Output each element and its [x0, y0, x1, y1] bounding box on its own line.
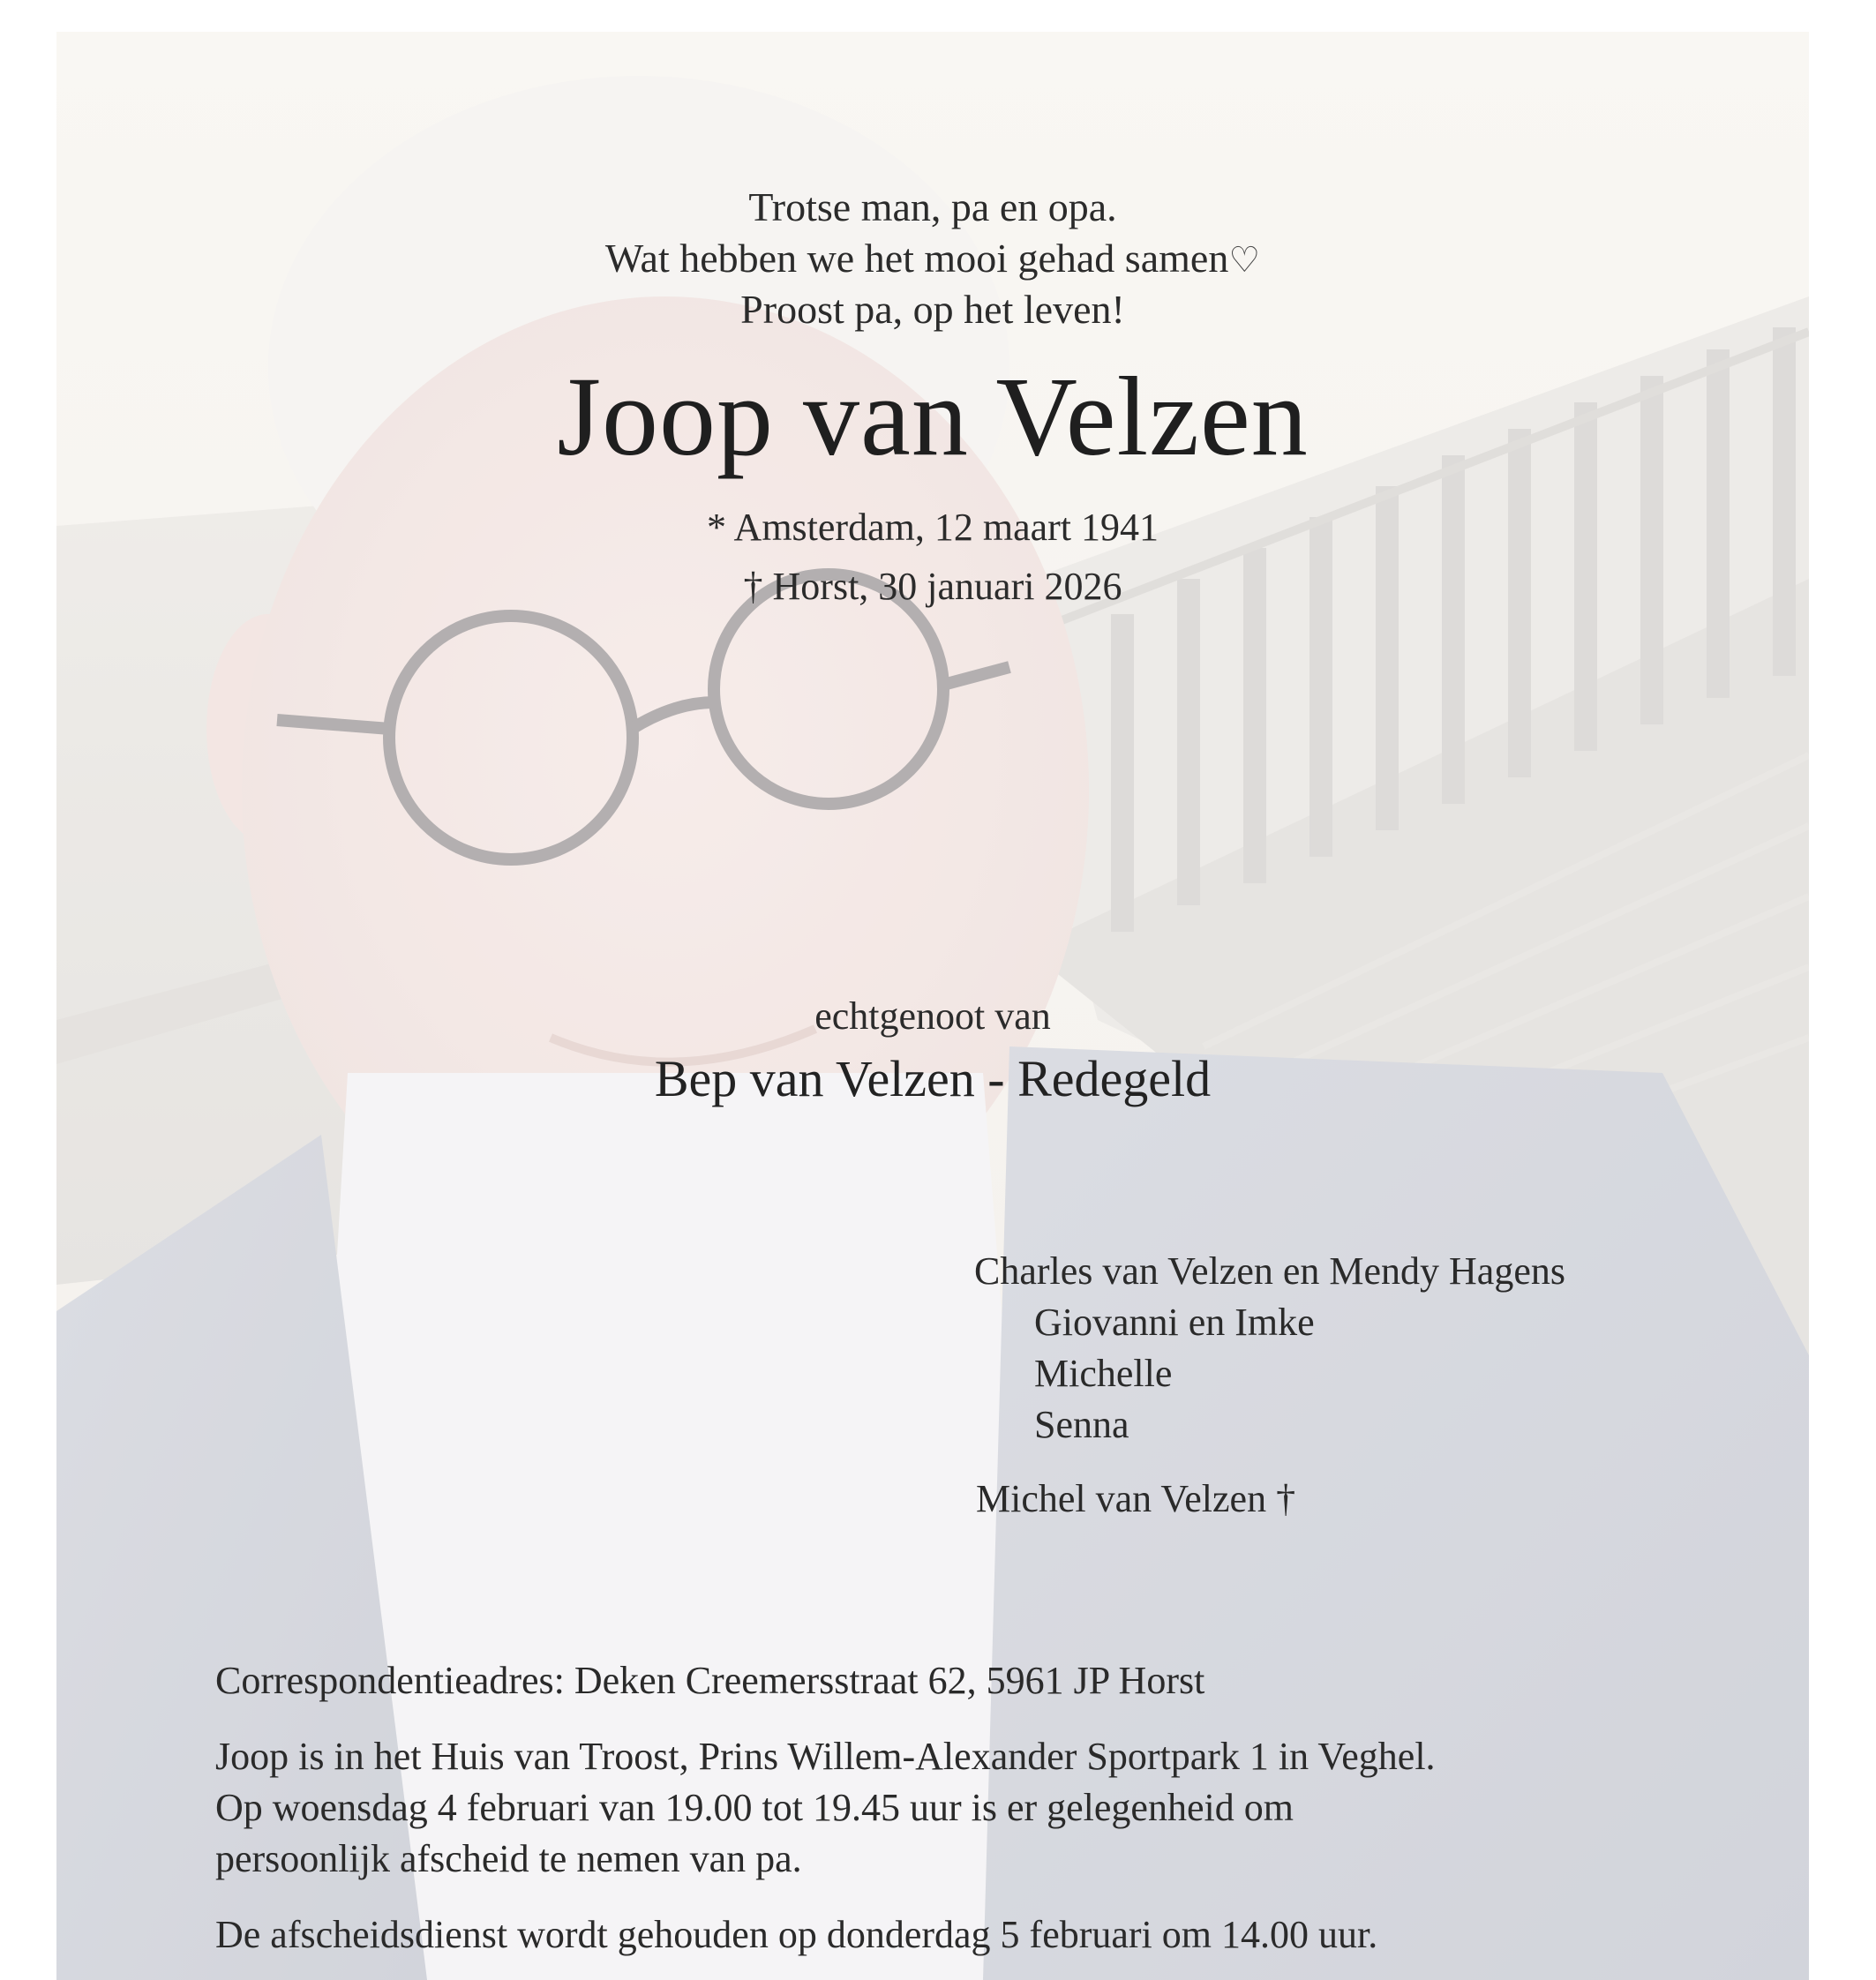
heart-icon: ♡ — [1228, 240, 1261, 281]
spouse-intro: echtgenoot van — [814, 994, 1051, 1038]
visitation-line: Joop is in het Huis van Troost, Prins Willem-Alexander Sportpark 1 in Veghel. — [215, 1735, 1436, 1778]
memorial-card — [56, 32, 1809, 1980]
visitation-line: persoonlijk afscheid te nemen van pa. — [215, 1837, 802, 1880]
visitation-line: Op woensdag 4 februari van 19.00 tot 19.45 uur is er gelegenheid om — [215, 1786, 1294, 1829]
child-name: Charles van Velzen en Mendy Hagens — [974, 1249, 1565, 1293]
grandchild-name: Giovanni en Imke — [1034, 1301, 1315, 1344]
motto-line-3: Proost pa, op het leven! — [740, 287, 1125, 332]
birth-date: * Amsterdam, 12 maart 1941 — [706, 506, 1159, 549]
death-date: † Horst, 30 januari 2026 — [743, 565, 1122, 608]
motto-line-2 — [56, 233, 1809, 286]
grandchild-name: Senna — [1034, 1403, 1129, 1446]
spouse-name: Bep van Velzen - Redegeld — [654, 1050, 1212, 1107]
service-info: De afscheidsdienst wordt gehouden op donderdag 5 februari om 14.00 uur. — [215, 1913, 1378, 1956]
motto-line-2-text: Wat hebben we het mooi gehad samen — [604, 236, 1229, 281]
motto-line-1: Trotse man, pa en opa. — [748, 184, 1117, 229]
grandchild-name: Michelle — [1034, 1352, 1173, 1395]
correspondence-address: Correspondentieadres: Deken Creemersstraat 62, 5961 JP Horst — [215, 1659, 1205, 1702]
child-name: Michel van Velzen † — [976, 1477, 1296, 1520]
deceased-name: Joop van Velzen — [557, 354, 1309, 479]
